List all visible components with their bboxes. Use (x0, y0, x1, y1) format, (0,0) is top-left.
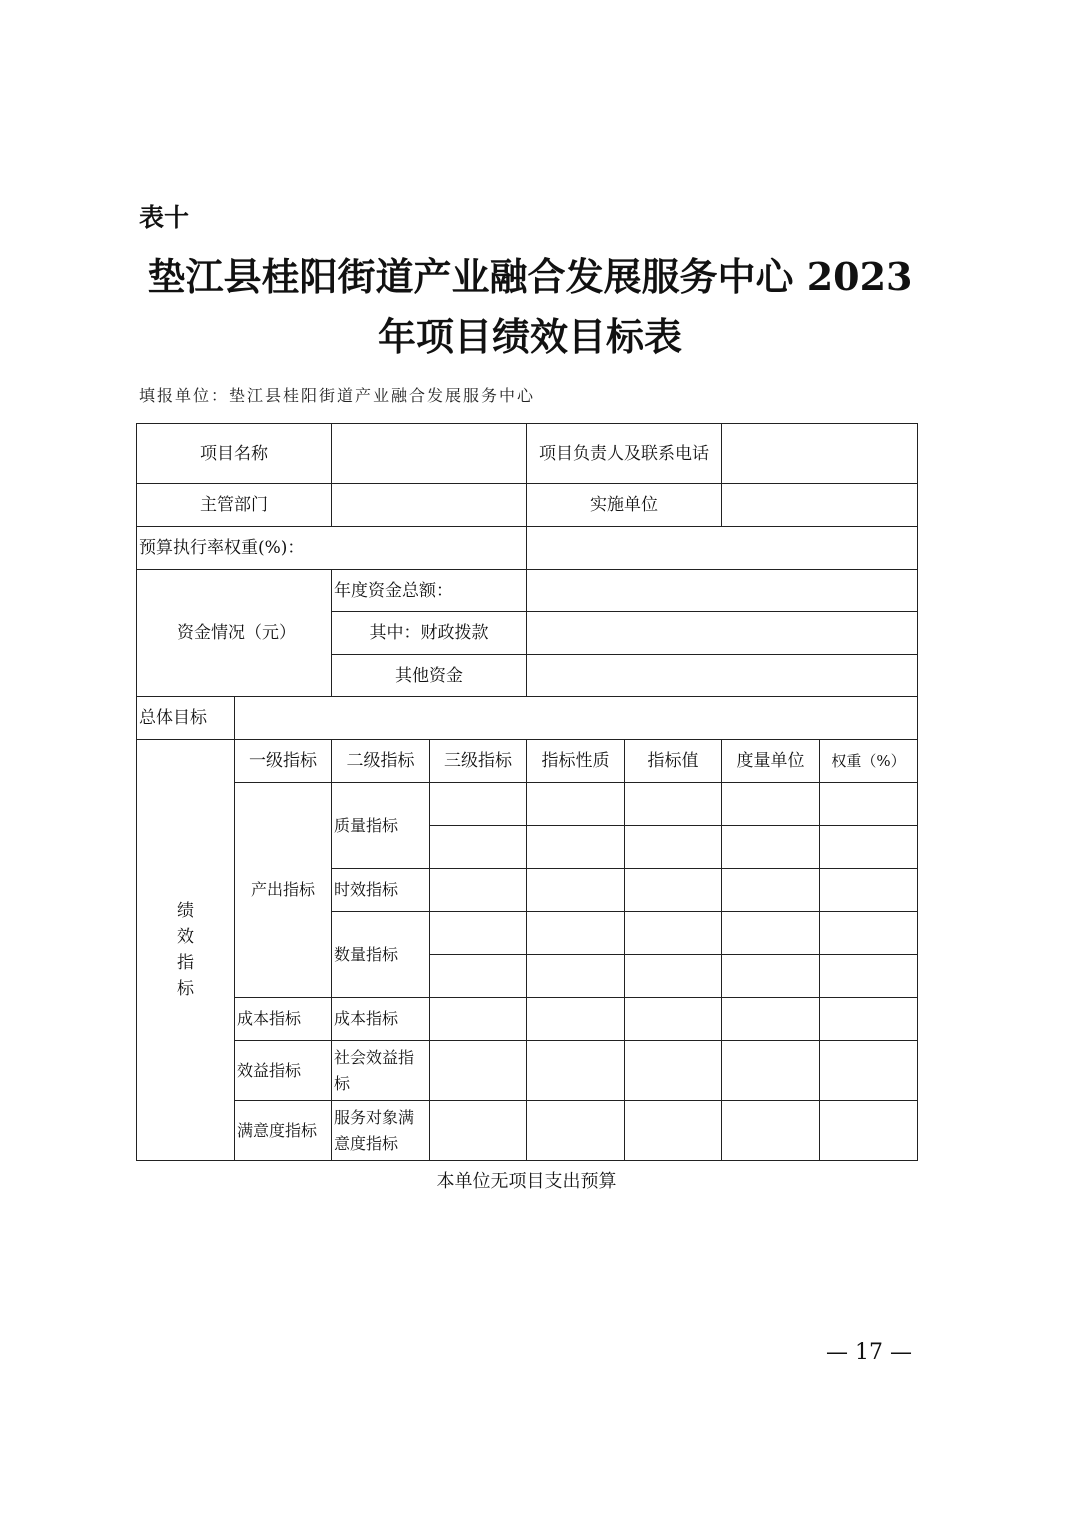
table-cell (820, 783, 918, 826)
table-cell (722, 783, 820, 826)
table-cell (430, 783, 527, 826)
level2-service: 服务对象满意度指标 (332, 1101, 430, 1161)
table-cell (722, 912, 820, 955)
owner-contact-value (722, 424, 918, 484)
table-cell (820, 869, 918, 912)
table-cell (722, 1101, 820, 1161)
table-cell (625, 1101, 722, 1161)
table-row (137, 484, 918, 527)
other-funds-label: 其他资金 (332, 655, 527, 697)
table-row (137, 998, 918, 1041)
header-cell: 权重（%） (820, 740, 918, 783)
table-cell (527, 955, 625, 998)
page-title (110, 247, 950, 367)
project-name-label: 项目名称 (137, 424, 332, 484)
title-line-1: 垫江县桂阳街道产业融合发展服务中心 2023 (147, 254, 913, 299)
table-cell (430, 1101, 527, 1161)
performance-target-table (136, 423, 918, 1161)
table-cell (430, 955, 527, 998)
table-cell (820, 1041, 918, 1101)
table-cell (625, 783, 722, 826)
header-cell: 指标值 (625, 740, 722, 783)
table-cell (820, 912, 918, 955)
reporting-unit: 填报单位：垫江县桂阳街道产业融合发展服务中心 (139, 386, 536, 405)
impl-unit-label: 实施单位 (527, 484, 722, 527)
budget-weight-value (527, 527, 918, 570)
table-row (137, 783, 918, 826)
funds-label: 资金情况（元） (137, 570, 332, 697)
table-cell (722, 869, 820, 912)
overall-goal-label: 总体目标 (137, 697, 235, 740)
table-cell (820, 998, 918, 1041)
level2-cost: 成本指标 (332, 998, 430, 1041)
fiscal-value (527, 612, 918, 655)
table-row (137, 697, 918, 740)
table-cell (527, 826, 625, 869)
table-cell (430, 869, 527, 912)
budget-weight-label: 预算执行率权重(%)： (137, 527, 527, 570)
table-cell (722, 998, 820, 1041)
table-row (137, 570, 918, 612)
table-cell (722, 955, 820, 998)
table-cell (820, 955, 918, 998)
level2-social: 社会效益指标 (332, 1041, 430, 1101)
table-cell (820, 1101, 918, 1161)
header-cell: 指标性质 (527, 740, 625, 783)
table-cell (430, 998, 527, 1041)
overall-goal-value (235, 697, 918, 740)
level2-quality: 质量指标 (332, 783, 430, 869)
annual-total-value (527, 570, 918, 612)
header-cell: 度量单位 (722, 740, 820, 783)
table-row (137, 424, 918, 484)
table-cell (430, 826, 527, 869)
perf-indicators-label: 绩效指标 (137, 740, 235, 1161)
table-cell (625, 955, 722, 998)
level1-satisfaction: 满意度指标 (235, 1101, 332, 1161)
table-row (137, 1101, 918, 1161)
annual-total-label: 年度资金总额： (332, 570, 527, 612)
table-cell (722, 1041, 820, 1101)
page-number: — 17 — (826, 1340, 912, 1365)
title-line-2: 年项目绩效目标表 (377, 314, 682, 359)
table-cell (527, 869, 625, 912)
dept-value (332, 484, 527, 527)
table-cell (722, 826, 820, 869)
level2-timeliness: 时效指标 (332, 869, 430, 912)
impl-unit-value (722, 484, 918, 527)
table-row (137, 740, 918, 783)
table-cell (527, 1101, 625, 1161)
table-row (137, 527, 918, 570)
project-name-value (332, 424, 527, 484)
no-budget-note: 本单位无项目支出预算 (436, 1171, 617, 1192)
table-cell (625, 826, 722, 869)
level1-cost: 成本指标 (235, 998, 332, 1041)
table-cell (625, 998, 722, 1041)
table-cell (527, 998, 625, 1041)
other-funds-value (527, 655, 918, 697)
table-cell (430, 1041, 527, 1101)
owner-contact-label: 项目负责人及联系电话 (527, 424, 722, 484)
level2-quantity: 数量指标 (332, 912, 430, 998)
table-cell (527, 912, 625, 955)
table-cell (625, 1041, 722, 1101)
level1-output: 产出指标 (235, 783, 332, 998)
dept-label: 主管部门 (137, 484, 332, 527)
header-cell: 三级指标 (430, 740, 527, 783)
table-cell (625, 912, 722, 955)
level1-benefit: 效益指标 (235, 1041, 332, 1101)
header-cell: 二级指标 (332, 740, 430, 783)
header-cell: 一级指标 (235, 740, 332, 783)
table-cell (820, 826, 918, 869)
fiscal-label: 其中：财政拨款 (332, 612, 527, 655)
table-cell (527, 1041, 625, 1101)
table-cell (527, 783, 625, 826)
table-cell (430, 912, 527, 955)
table-cell (625, 869, 722, 912)
table-label: 表十 (139, 203, 190, 232)
table-row (137, 1041, 918, 1101)
